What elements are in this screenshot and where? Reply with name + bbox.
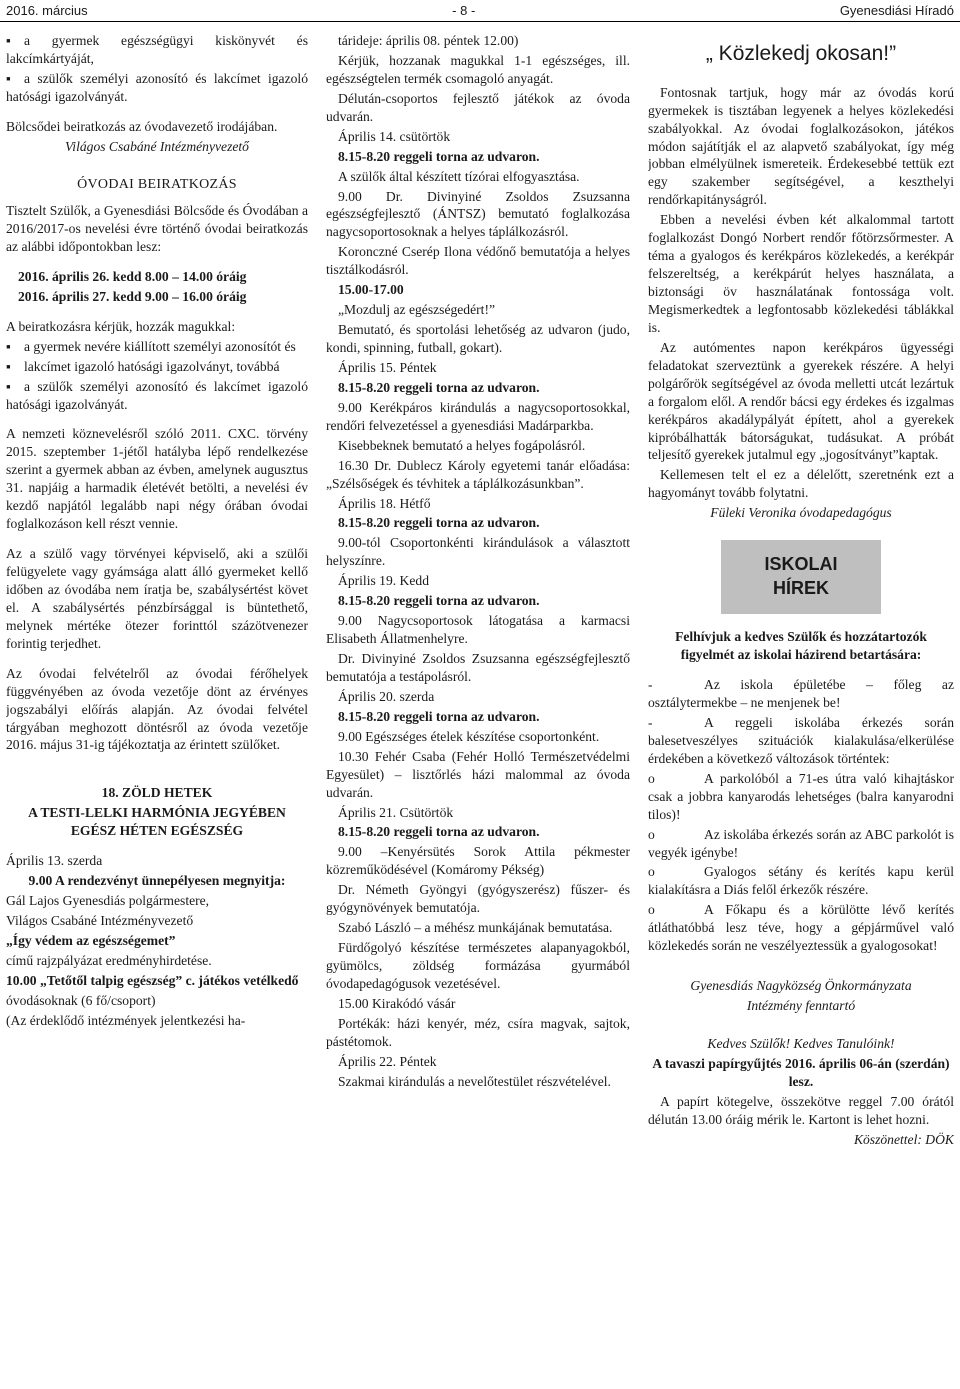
rule-marker: o xyxy=(648,902,655,918)
bullet-item: ▪ a szülők személyi azonosító és lakcímet igazoló hatósági igazolványát. xyxy=(6,378,308,414)
enrollment-date: 2016. április 27. kedd 9.00 – 16.00 óráig xyxy=(18,288,247,304)
motto: „Így védem az egészségemet” xyxy=(6,932,176,948)
game-note: óvodásoknak (6 fő/csoport) xyxy=(6,992,156,1008)
program-paragraph: Szabó László – a méhész munkájának bemutatása. xyxy=(338,920,613,936)
program-paragraph: tárideje: április 08. péntek 12.00) xyxy=(338,33,519,48)
rule-text: A reggeli iskolába érkezés során balesetveszélyes szituációk kialakulása/elkerülése érdekében a következő változások történtek: xyxy=(648,714,954,766)
program-paragraph: Portékák: házi kenyér, méz, csíra magvak, sajtok, pástétomok. xyxy=(326,1015,630,1049)
program-paragraph: A szülők által készített tízórai elfogyasztása. xyxy=(338,168,580,184)
bullet-item: ▪ a gyermek egészségügyi kiskönyvét és lakcímkártyáját, xyxy=(6,32,308,68)
rule-text: Gyalogos sétány és kerítés kapu kerül kialakításra a Diás felől érkezők részére. xyxy=(648,864,954,898)
program-paragraph: 8.15-8.20 reggeli torna az udvaron. xyxy=(338,824,540,840)
paper-collection: A tavaszi papírgyűjtés 2016. április 06-án (szerdán) lesz. xyxy=(652,1055,950,1089)
rule-item xyxy=(648,714,954,768)
zold-hetek-subtitle: A TESTI-LELKI HARMÓNIA JEGYÉBEN EGÉSZ HÉTEN EGÉSZSÉG xyxy=(28,805,286,839)
bullet-item: ▪ a gyermek nevére kiállított személyi azonosítót és xyxy=(6,338,308,356)
program-paragraph: Szakmai kirándulás a nevelőtestület részvételével. xyxy=(338,1073,611,1089)
rule-marker: o xyxy=(648,770,655,786)
rules-list xyxy=(648,676,954,955)
program-paragraph: Délután-csoportos fejlesztő játékok az óvoda udvarán. xyxy=(326,90,630,124)
program-paragraph: 8.15-8.20 reggeli torna az udvaron. xyxy=(338,515,540,531)
bring-intro: A beiratkozásra kérjük, hozzák magukkal: xyxy=(6,318,236,334)
program-paragraph: Április 21. Csütörtök xyxy=(338,804,454,820)
game-line: 10.00 „Tetőtől talpig egészség” c. játékos vetélkedő xyxy=(6,972,299,988)
bullet-item: ▪ a szülők személyi azonosító és lakcímet igazoló hatósági igazolványát. xyxy=(6,70,308,106)
column-right xyxy=(648,32,954,1382)
kozl-signature: Füleki Veronika óvodapedagógus xyxy=(710,505,892,521)
section-title-ovodai: ÓVODAI BEIRATKOZÁS xyxy=(77,176,237,192)
program-paragraph: 16.30 Dr. Dublecz Károly egyetemi tanár előadása: „Szélsőségek és tévhitek a táplálkozásunkban”. xyxy=(326,457,630,491)
greeting: Kedves Szülők! Kedves Tanulóink! xyxy=(707,1036,895,1052)
program-paragraph: Dr. Divinyiné Zsoldos Zsuzsanna egészségfejlesztő bemutatója a testápolásról. xyxy=(326,651,630,684)
rule-marker: - xyxy=(648,714,653,730)
zold-hetek-title: 18. ZÖLD HETEK xyxy=(101,785,213,801)
rule-marker: o xyxy=(648,864,655,880)
page-number: - 8 - xyxy=(452,2,476,18)
thanks: Köszönettel: DÖK xyxy=(853,1131,954,1147)
program-paragraph: 15.00 Kirakódó vásár xyxy=(338,995,456,1011)
rule-item xyxy=(648,770,954,824)
page-header xyxy=(0,0,960,22)
rule-item xyxy=(648,901,954,955)
rule-marker: - xyxy=(648,677,653,693)
event-day: Április 13. szerda xyxy=(6,853,103,869)
program-paragraph: 10.30 Fehér Csaba (Fehér Holló Természetvédelmi Egyesület) – lisztőrlés házi malommal az óvoda udvarán. xyxy=(326,748,630,800)
bolcsode-note: Bölcsődei beiratkozás az óvodavezető irodájában. xyxy=(6,118,278,134)
fenntarto: Gyenesdiás Nagyközség Önkormányzata xyxy=(690,978,912,994)
paper-details: A papírt kötegelve, összekötve reggel 7.00 órától délután 13.00 óráig mérik le. Kartont is lehet hozni. xyxy=(648,1093,954,1127)
columns xyxy=(0,32,960,1382)
header-date: 2016. március xyxy=(6,2,88,18)
program-paragraph: 9.00 Nagycsoportosok látogatása a karmacsi Elisabeth Állatmenhelyre. xyxy=(326,613,630,647)
program-paragraph: Kérjük, hozzanak magukkal 1-1 egészséges, ill. egészségtelen termék csomagoló anyagát. xyxy=(326,52,630,86)
game-note: (Az érdeklődő intézmények jelentkezési ha- xyxy=(6,1012,246,1028)
opening-person: Világos Csabáné Intézményvezető xyxy=(6,913,194,929)
publication-title: Gyenesdiási Híradó xyxy=(839,2,954,18)
column-left xyxy=(6,32,308,1382)
program-paragraph: 8.15-8.20 reggeli torna az udvaron. xyxy=(338,593,540,609)
iskolai-hirek-box xyxy=(721,540,881,614)
opening-line: 9.00 A rendezvényt ünnepélyesen megnyitja: xyxy=(28,873,286,889)
rule-item xyxy=(648,863,954,899)
signature: Világos Csabáné Intézményvezető xyxy=(65,138,249,154)
program-paragraph: 9.00 Egészséges ételek készítése csoportonként. xyxy=(338,728,600,744)
rule-text: Az iskola épületébe – főleg az osztálytermekbe – ne menjenek be! xyxy=(648,677,954,711)
enrollment-date: 2016. április 26. kedd 8.00 – 14.00 óráig xyxy=(18,268,247,284)
program-paragraph: Dr. Németh Gyöngyi (gyógyszerész) fűszer- és gyógynövények bemutatója. xyxy=(326,882,630,916)
program-paragraph: Bemutató, és sportolási lehetőség az udvaron (judo, kondi, spinning, futball, gokart). xyxy=(326,322,630,355)
rule-marker: o xyxy=(648,826,655,842)
program-paragraph: Kisebbeknek bemutató a helyes fogápolásról. xyxy=(338,437,586,453)
program-paragraph: Fürdőgolyó készítése természetes alapanyagokból, gyümölcs, zöldség formázása gyurmából óvodapedagógusok vezetésével. xyxy=(326,940,630,991)
kozl-paragraph: Ebben a nevelési évben két alkalommal tartott foglalkozást Dongó Norbert rendőr főtörzsőrmester. A téma a gyalogos és kerékpáros közlekedés, a kerékpár felszereltség, a kerékpárút helyes használata, a biztonsági öv használatának fontossága volt. Megismerkedtek a legfontosabb közlekedési táblákkal is. xyxy=(648,212,954,335)
program-paragraph: 9.00-tól Csoportonkénti kirándulások a választott helyszínre. xyxy=(326,535,630,569)
motto-tail: című rajzpályázat eredményhirdetése. xyxy=(6,952,212,968)
rule-text: A parkolóból a 71-es útra való kihajtáskor csak a jobbra kanyarodás lehetséges (balra kanyarodni tilos)! xyxy=(648,770,954,822)
column-middle xyxy=(326,32,630,1382)
program-paragraph: 9.00 –Kenyérsütés Sorok Attila pékmester közreműködésével (Komáromy Pékség) xyxy=(326,844,630,878)
kozl-paragraph: Az autómentes napon kerékpáros ügyességi feladatokat szerveztünk a gyerekek részére. A helyi polgárőrök segítségével az óvoda melletti utcát lezártuk a forgalom elől. A rendőr bácsi egy érdekes és izgalmas kerékpáros akadálypályát épített, ahol a gyerekek kipróbálhatták bátorságukat, tudásukat. A próbát teljesítő gyerekek jutalmul egy „jogosítványt”kaptak. xyxy=(648,339,954,463)
program-paragraph: Április 14. csütörtök xyxy=(338,128,451,144)
program-paragraph: 9.00 Kerékpáros kirándulás a nagycsoportosokkal, rendőri felvezetéssel a gyenesdiási Madárparkba. xyxy=(326,399,630,433)
rule-item xyxy=(648,826,954,862)
iskola-intro: Felhívjuk a kedves Szülők és hozzátartozók figyelmét az iskolai házirend betartására: xyxy=(675,629,927,663)
fenntarto: Intézmény fenntartó xyxy=(746,998,856,1014)
program-paragraph: Április 22. Péntek xyxy=(338,1053,437,1069)
opening-person: Gál Lajos Gyenesdiás polgármestere, xyxy=(6,893,210,909)
penalty-paragraph: Az a szülő vagy törvényei képviselő, aki a szülői felügyelete vagy gyámsága alatt álló gyermeket kellő időben az óvodába nem íratja be, szabálysértést követ el. A szabálysértés pénzbírsággal is büntethető, melynek mértéke ötezer forinttól százötvenezer forintig terjedhet. xyxy=(6,546,308,651)
box-line: HÍREK xyxy=(772,578,829,599)
kozl-paragraph: Kellemesen telt el ez a délelőtt, szeretnénk ezt a hagyományt tovább folytatni. xyxy=(648,467,954,501)
rule-text: Az iskolába érkezés során az ABC parkolót is vegyék igénybe! xyxy=(648,826,954,860)
program-paragraph: Április 15. Péntek xyxy=(338,359,437,375)
program-paragraph: 9.00 Dr. Divinyiné Zsoldos Zsuzsanna egészségfejlesztő (ÁNTSZ) bemutató foglalkozása nagycsoportosoknak a helyes táplálkozásról. xyxy=(326,188,630,240)
kozlekedj-title: „ Közlekedj okosan!” xyxy=(705,42,897,65)
program-paragraph: 8.15-8.20 reggeli torna az udvaron. xyxy=(338,379,540,395)
program-paragraph: Április 18. Hétfő xyxy=(338,495,431,511)
program-paragraph: Április 20. szerda xyxy=(338,688,435,704)
intro-paragraph: Tisztelt Szülők, a Gyenesdiási Bölcsőde és Óvodában a 2016/2017-os nevelési évre történő óvodai beiratkozás az alábbi időpontokban lesz: xyxy=(6,203,308,254)
program-paragraph: 15.00-17.00 xyxy=(338,282,404,298)
program-paragraph: Április 19. Kedd xyxy=(338,573,429,589)
rule-text: A Főkapu és a körülötte lévő kerítés átláthatóbbá lesz téve, hogy a gépjárművel való közlekedés során ne veszélyeztessük a gyalogosokat! xyxy=(648,902,954,954)
program-paragraph: 8.15-8.20 reggeli torna az udvaron. xyxy=(338,148,540,164)
program-paragraph: Koronczné Cserép Ilona védőnő bemutatója a helyes tisztálkodásról. xyxy=(326,244,630,278)
law-paragraph: A nemzeti köznevelésről szóló 2011. CXC. törvény 2015. szeptember 1-jétől hatályba lépő rendelkezése szerint a gyermek abban az évben, amelynek augusztus 31. napjáig a harmadik életévét betölti, a nevelési év kezdő napjától legalább napi négy órában óvodai foglalkozáson kell részt vennie. xyxy=(6,426,308,532)
program-paragraph: „Mozdulj az egészségedért!” xyxy=(338,302,495,318)
kozl-paragraph: Fontosnak tartjuk, hogy már az óvodás korú gyermekek is tisztában legyenek a helyes közlekedési szabályokkal. Az óvodai foglalkozásokon, játékos módon sajátítják el az alapvető szabályokat, így még jobban elmélyülnek ismereteik. Érdekesebbé tettük ezt egy szakember segítségével, a keszthelyi rendőrkapitányságról. xyxy=(648,84,954,208)
bullet-item: ▪ lakcímet igazoló hatósági igazolványt, továbbá xyxy=(6,358,308,376)
box-line: ISKOLAI xyxy=(764,554,838,575)
decision-paragraph: Az óvodai felvételről az óvodai férőhelyek függvényében az óvoda vezetője dönt az érvényes jogszabályi előírás alapján. Az óvodai felvétel tárgyában meghozott döntésről az óvoda vezetője 2016. május 31-ig tájékoztatja az érintett szülőket. xyxy=(6,665,308,753)
rule-item xyxy=(648,676,954,712)
program-paragraph: 8.15-8.20 reggeli torna az udvaron. xyxy=(338,708,540,724)
